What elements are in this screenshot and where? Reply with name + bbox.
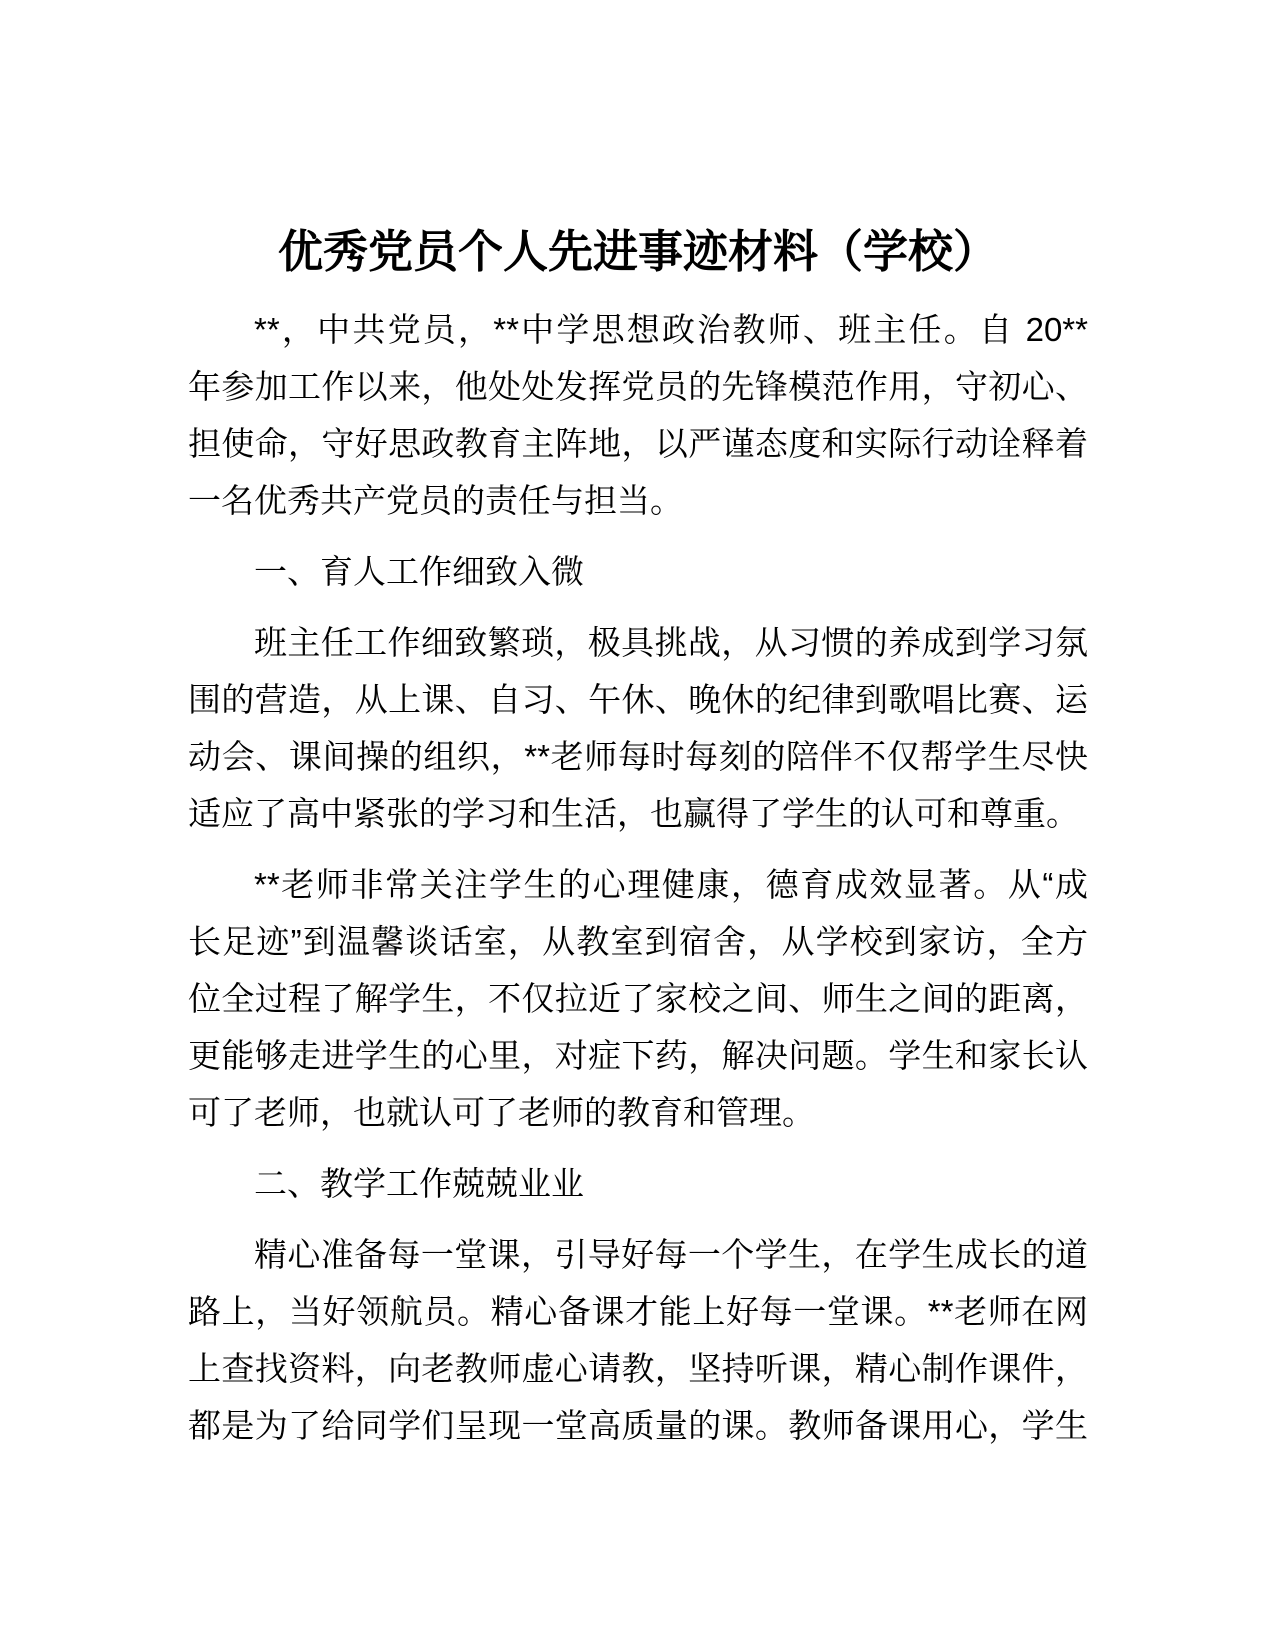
body-paragraph xyxy=(188,856,1088,1141)
text-line: 二、教学工作兢兢业业 xyxy=(254,1165,584,1202)
text-line: 更能够走进学生的心里，对症下药，解决问题。学生和家长认 xyxy=(188,1037,1088,1074)
body-paragraph xyxy=(188,1226,1088,1454)
text-line: 动会、课间操的组织，**老师每时每刻的陪伴不仅帮学生尽快 xyxy=(188,738,1088,775)
text-line: **，中共党员，**中学思想政治教师、班主任。自 20** xyxy=(254,311,1088,348)
body-paragraph xyxy=(188,301,1088,529)
text-line: 长足迹”到温馨谈话室，从教室到宿舍，从学校到家访，全方 xyxy=(188,923,1088,960)
text-line: 围的营造，从上课、自习、午休、晚休的纪律到歌唱比赛、运 xyxy=(188,681,1088,718)
text-line: 路上，当好领航员。精心备课才能上好每一堂课。**老师在网 xyxy=(188,1293,1088,1330)
text-line: 班主任工作细致繁琐，极具挑战，从习惯的养成到学习氛 xyxy=(254,624,1088,661)
text-line: **老师非常关注学生的心理健康，德育成效显著。从“成 xyxy=(254,866,1088,903)
text-line: 可了老师，也就认可了老师的教育和管理。 xyxy=(188,1094,815,1131)
text-line: 一名优秀共产党员的责任与担当。 xyxy=(188,482,683,519)
text-line: 精心准备每一堂课，引导好每一个学生，在学生成长的道 xyxy=(254,1236,1088,1273)
section-heading xyxy=(188,1155,1088,1212)
text-line: 一、育人工作细致入微 xyxy=(254,553,584,590)
text-line: 适应了高中紧张的学习和生活，也赢得了学生的认可和尊重。 xyxy=(188,795,1079,832)
document-body xyxy=(188,301,1088,1454)
section-heading xyxy=(188,543,1088,600)
text-line: 担使命，守好思政教育主阵地，以严谨态度和实际行动诠释着 xyxy=(188,425,1088,462)
text-line: 都是为了给同学们呈现一堂高质量的课。教师备课用心，学生 xyxy=(188,1407,1088,1444)
text-line: 上查找资料，向老教师虚心请教，坚持听课，精心制作课件， xyxy=(188,1350,1088,1387)
text-line: 年参加工作以来，他处处发挥党员的先锋模范作用，守初心、 xyxy=(188,368,1088,405)
document-title: 优秀党员个人先进事迹材料（学校） xyxy=(277,226,998,277)
text-line: 位全过程了解学生，不仅拉近了家校之间、师生之间的距离， xyxy=(188,980,1088,1017)
body-paragraph xyxy=(188,614,1088,842)
